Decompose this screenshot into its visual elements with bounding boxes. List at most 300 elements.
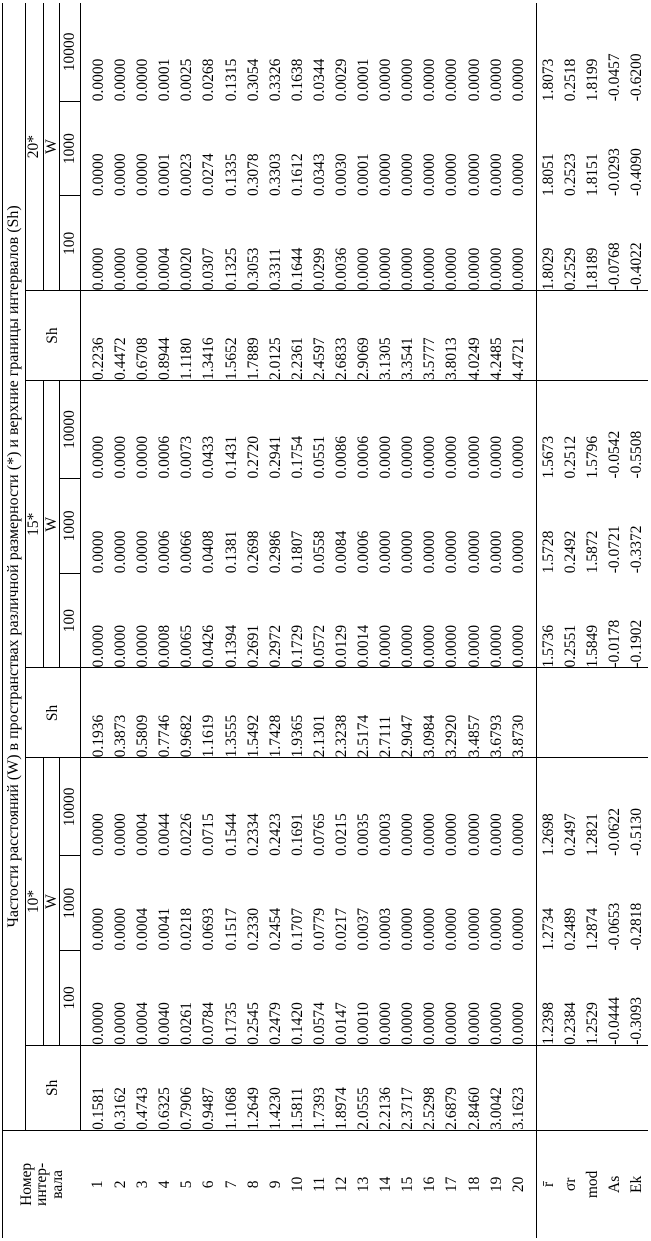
interval-number: 7 — [220, 1130, 242, 1238]
w-value-20-100: 0.0000 — [443, 247, 461, 291]
interval-number: 4 — [154, 1130, 176, 1238]
sh-value-20: 0.4472 — [110, 291, 132, 381]
w-value-15-10000: 0.0000 — [110, 381, 132, 479]
stat-value-15-100: -0.1902 — [628, 619, 646, 668]
w-value-20-1000: 0.0000 — [509, 153, 527, 196]
sh-value-15: 0.7746 — [154, 668, 176, 758]
w-value-15-1000: 0.0000 — [421, 530, 439, 574]
w-value-10-1000: 0.0037 — [355, 907, 373, 951]
stat-sh-empty — [537, 291, 560, 381]
stats-row — [537, 3, 560, 1238]
w-value-20-1000: 0.0000 — [112, 153, 130, 196]
stat-sh-empty — [537, 668, 560, 758]
w-value-20-1000: 0.0000 — [377, 153, 395, 196]
row-header-cell — [3, 1130, 81, 1238]
w-value-10-100: 0.2545 — [244, 1002, 262, 1045]
table-row — [287, 3, 309, 1238]
w-value-10-1000: 0.0003 — [377, 907, 395, 951]
stat-value-20-1000: 1.8151 — [583, 153, 601, 196]
sh-value-15: 2.3238 — [331, 668, 353, 758]
stat-sh-empty — [604, 291, 626, 381]
stat-label: mod — [581, 1130, 603, 1238]
w-value-10-100: 0.0261 — [178, 1002, 196, 1045]
w-value-15-10000: 0.0006 — [353, 381, 375, 479]
w-value-10-10000: 0.0003 — [375, 758, 397, 856]
sh-value-15: 1.1619 — [198, 668, 220, 758]
w-value-10-10000: 0.0715 — [198, 758, 220, 856]
interval-number: 18 — [463, 1130, 485, 1238]
w-value-20-1000: 0.3078 — [244, 153, 262, 196]
stat-value-10-1000: -0.0653 — [605, 902, 623, 951]
stat-label: σr — [559, 1130, 581, 1238]
interval-number: 17 — [441, 1130, 463, 1238]
w-value-20-1000: 0.0343 — [310, 153, 328, 196]
sh-value-20: 3.1305 — [375, 291, 397, 381]
w-value-10-1000: 0.0000 — [112, 907, 130, 951]
w-value-20-1000: 0.0274 — [200, 153, 218, 196]
w-value-15-1000: 0.0000 — [443, 530, 461, 574]
sh-value-20: 2.9069 — [353, 291, 375, 381]
w-value-20-100: 0.0000 — [134, 247, 152, 291]
w-value-10-10000: 0.0000 — [463, 758, 485, 856]
w-value-15-1000: 0.0000 — [377, 530, 395, 574]
w-value-15-100: 0.0000 — [112, 624, 130, 668]
sh-value-15: 0.5809 — [132, 668, 154, 758]
stat-sh-empty — [581, 291, 603, 381]
w-value-20-100: 0.0000 — [355, 247, 373, 291]
w-value-15-1000: 0.0066 — [178, 530, 196, 574]
sh-value-10: 1.2649 — [242, 1045, 264, 1130]
w-value-10-100: 0.0000 — [112, 1002, 130, 1045]
w-value-15-10000: 0.0000 — [81, 381, 110, 479]
w-value-15-100: 0.0000 — [509, 624, 527, 668]
w-value-20-10000: 0.3326 — [266, 58, 284, 102]
sh-value-10: 2.0555 — [353, 1045, 375, 1130]
w-value-15-100: 0.1729 — [288, 624, 306, 668]
w-value-15-1000: 0.0000 — [509, 530, 527, 574]
w-value-20-100: 0.0299 — [310, 247, 328, 291]
w-value-10-1000: 0.0000 — [421, 907, 439, 951]
w-value-10-10000: 0.1691 — [287, 758, 309, 856]
stat-value-15-1000: -0.3372 — [628, 525, 646, 574]
w-value-10-1000: 0.0217 — [333, 907, 351, 951]
sh-value-15: 2.5174 — [353, 668, 375, 758]
stat-value-15-10000: 1.5796 — [581, 381, 603, 479]
w-value-10-100: 0.1735 — [222, 1002, 240, 1045]
w-value-15-100: 0.0000 — [487, 624, 505, 668]
sh-value-15: 2.1301 — [309, 668, 331, 758]
col-header-15-1000: 1000 — [60, 479, 81, 574]
group-label-10-text: 10* — [25, 889, 42, 914]
w-value-20-100: 0.0000 — [487, 247, 505, 291]
w-value-15-100: 0.2972 — [266, 624, 284, 668]
w-value-15-10000: 0.0000 — [463, 381, 485, 479]
sh-value-15: 2.9047 — [397, 668, 419, 758]
w-value-10-1000: 0.0041 — [156, 907, 174, 951]
w-value-10-100: 0.0000 — [377, 1002, 395, 1045]
w-value-10-10000: 0.0000 — [507, 758, 529, 856]
sh-value-15: 0.3873 — [110, 668, 132, 758]
w-value-20-100: 0.0307 — [200, 247, 218, 291]
sh-value-20: 3.3541 — [397, 291, 419, 381]
stat-value-10-10000: 0.2497 — [559, 758, 581, 856]
w-value-20-1000: 0.0000 — [89, 153, 107, 196]
col-header-10-1000: 1000 — [60, 856, 81, 951]
stat-value-15-10000: -0.5508 — [626, 381, 648, 479]
sh-value-20: 1.3416 — [198, 291, 220, 381]
w-value-20-1000: 0.0000 — [421, 153, 439, 196]
table-row — [132, 3, 154, 1238]
w-value-15-100: 0.0000 — [443, 624, 461, 668]
w-value-20-100: 0.0036 — [333, 247, 351, 291]
w-value-15-10000: 0.0000 — [375, 381, 397, 479]
w-value-20-10000: 0.0029 — [333, 58, 351, 102]
stat-value-15-100: 0.2551 — [561, 624, 579, 668]
interval-number: 16 — [419, 1130, 441, 1238]
stats-row — [604, 3, 626, 1238]
w-value-20-10000: 0.0000 — [377, 58, 395, 102]
interval-number: 5 — [176, 1130, 198, 1238]
w-value-10-100: 0.0000 — [509, 1002, 527, 1045]
w-value-15-10000: 0.0000 — [441, 381, 463, 479]
w-value-15-1000: 0.0558 — [310, 530, 328, 574]
w-value-20-10000: 0.0344 — [310, 58, 328, 102]
sh-value-15: 0.9682 — [176, 668, 198, 758]
stat-sh-empty — [626, 291, 648, 381]
w-value-20-10000: 0.0000 — [112, 58, 130, 102]
w-value-20-10000: 0.0000 — [509, 58, 527, 102]
sh-value-15: 3.8730 — [507, 668, 529, 758]
group-label-10 — [26, 758, 60, 1045]
stat-sh-empty — [537, 1045, 560, 1130]
w-value-20-10000: 0.0000 — [89, 58, 107, 102]
sh-value-10: 0.4743 — [132, 1045, 154, 1130]
sh-value-15: 1.5492 — [242, 668, 264, 758]
w-value-10-1000: 0.0693 — [200, 907, 218, 951]
sh-value-10: 2.2136 — [375, 1045, 397, 1130]
w-value-20-1000: 0.0030 — [333, 153, 351, 196]
sh-value-10: 2.5298 — [419, 1045, 441, 1130]
w-value-20-100: 0.0004 — [156, 247, 174, 291]
w-value-15-1000: 0.0000 — [399, 530, 417, 574]
row-header-line-2: интер- — [33, 1162, 50, 1206]
sh-value-10: 1.8974 — [331, 1045, 353, 1130]
w-value-15-100: 0.0129 — [333, 624, 351, 668]
w-value-15-10000: 0.2720 — [242, 381, 264, 479]
w-value-10-100: 0.0040 — [156, 1002, 174, 1045]
sh-value-10: 0.9487 — [198, 1045, 220, 1130]
w-value-15-100: 0.0000 — [465, 624, 483, 668]
w-value-15-10000: 0.0000 — [132, 381, 154, 479]
table-row — [485, 3, 507, 1238]
w-value-10-1000: 0.0000 — [509, 907, 527, 951]
w-value-20-1000: 0.3303 — [266, 153, 284, 196]
table-row — [419, 3, 441, 1238]
w-value-20-10000: 0.1638 — [288, 58, 306, 102]
stat-value-10-100: 1.2529 — [583, 1002, 601, 1045]
sh-value-20: 4.2485 — [485, 291, 507, 381]
w-value-15-1000: 0.0000 — [134, 530, 152, 574]
sh-value-15: 1.7428 — [264, 668, 286, 758]
w-value-20-100: 0.0000 — [421, 247, 439, 291]
w-value-20-10000: 0.0000 — [487, 58, 505, 102]
stat-value-15-1000: -0.0721 — [605, 525, 623, 574]
sh-value-15: 3.2920 — [441, 668, 463, 758]
group-label-20 — [26, 3, 60, 291]
w-value-15-100: 0.0000 — [134, 624, 152, 668]
w-value-10-1000: 0.0218 — [178, 907, 196, 951]
w-value-15-100: 0.2691 — [244, 624, 262, 668]
w-value-20-1000: 0.0000 — [487, 153, 505, 196]
row-header-line-1: Номер — [17, 1162, 35, 1206]
stat-sh-empty — [581, 1045, 603, 1130]
w-value-15-1000: 0.1381 — [222, 530, 240, 574]
stat-value-15-10000: 0.2512 — [559, 381, 581, 479]
w-value-20-100: 0.0020 — [178, 247, 196, 291]
w-value-20-1000: 0.1335 — [222, 153, 240, 196]
stats-row — [626, 3, 648, 1238]
stat-sh-empty — [626, 1045, 648, 1130]
w-value-15-100: 0.0572 — [310, 624, 328, 668]
table-row — [463, 3, 485, 1238]
sh-value-20: 1.5652 — [220, 291, 242, 381]
w-value-15-1000: 0.0000 — [89, 530, 107, 574]
w-value-15-1000: 0.0084 — [333, 530, 351, 574]
w-value-10-10000: 0.0000 — [81, 758, 110, 856]
w-value-10-100: 0.0004 — [134, 1002, 152, 1045]
stat-value-20-100: 1.8029 — [539, 247, 557, 291]
sh-header-10: Sh — [26, 1045, 81, 1130]
w-value-15-100: 0.0000 — [89, 624, 107, 668]
w-value-20-1000: 0.0001 — [355, 153, 373, 196]
w-value-15-1000: 0.2698 — [244, 530, 262, 574]
header-row-groups — [26, 3, 60, 1238]
w-value-15-100: 0.0008 — [156, 624, 174, 668]
stat-value-20-1000: 1.8051 — [539, 153, 557, 196]
stat-value-20-1000: 0.2523 — [561, 153, 579, 196]
w-value-20-100: 0.0000 — [509, 247, 527, 291]
table-row — [220, 3, 242, 1238]
w-value-10-100: 0.0574 — [310, 1002, 328, 1045]
w-value-10-100: 0.0000 — [421, 1002, 439, 1045]
col-header-10-100: 100 — [60, 951, 81, 1046]
table-row — [375, 3, 397, 1238]
stat-value-10-10000: 1.2698 — [537, 758, 560, 856]
sh-value-15: 3.4857 — [463, 668, 485, 758]
table-row — [242, 3, 264, 1238]
w-value-20-10000: 0.0001 — [355, 58, 373, 102]
w-value-10-1000: 0.0000 — [399, 907, 417, 951]
col-header-20-1000: 1000 — [60, 101, 81, 196]
sh-header-15: Sh — [26, 668, 81, 758]
table-row — [309, 3, 331, 1238]
stat-value-10-1000: -0.2818 — [628, 902, 646, 951]
sh-value-10: 1.4230 — [264, 1045, 286, 1130]
w-value-10-100: 0.0000 — [465, 1002, 483, 1045]
w-value-20-100: 0.0000 — [465, 247, 483, 291]
w-value-20-10000: 0.0000 — [399, 58, 417, 102]
w-value-20-100: 0.1325 — [222, 247, 240, 291]
w-value-20-10000: 0.0268 — [200, 58, 218, 102]
sh-value-20: 2.2361 — [287, 291, 309, 381]
w-value-10-100: 0.0147 — [333, 1002, 351, 1045]
w-value-10-100: 0.2479 — [266, 1002, 284, 1045]
sh-value-20: 2.4597 — [309, 291, 331, 381]
sh-value-10: 1.7393 — [309, 1045, 331, 1130]
interval-number: 13 — [353, 1130, 375, 1238]
sh-value-20: 4.0249 — [463, 291, 485, 381]
w-value-15-1000: 0.0408 — [200, 530, 218, 574]
table-row — [441, 3, 463, 1238]
table-title: Частости расстояний (W) в пространствах различной размерности (*) и верхние границы интервалов (Sh) — [3, 3, 26, 1130]
w-value-10-10000: 0.0000 — [419, 758, 441, 856]
w-value-15-10000: 0.0006 — [154, 381, 176, 479]
group-label-15 — [26, 381, 60, 668]
stat-sh-empty — [559, 1045, 581, 1130]
w-value-10-10000: 0.0765 — [309, 758, 331, 856]
sh-value-10: 0.1581 — [81, 1045, 110, 1130]
w-value-10-1000: 0.0000 — [443, 907, 461, 951]
stat-value-10-1000: 1.2734 — [539, 907, 557, 951]
w-value-10-100: 0.0010 — [355, 1002, 373, 1045]
w-value-20-10000: 0.0000 — [465, 58, 483, 102]
interval-number: 11 — [309, 1130, 331, 1238]
stats-row — [559, 3, 581, 1238]
w-value-15-10000: 0.0551 — [309, 381, 331, 479]
w-value-15-10000: 0.2941 — [264, 381, 286, 479]
w-value-15-100: 0.0000 — [421, 624, 439, 668]
stat-value-10-100: 0.2384 — [561, 1002, 579, 1045]
w-value-20-100: 0.0000 — [89, 247, 107, 291]
w-value-20-100: 0.3053 — [244, 247, 262, 291]
w-value-10-10000: 0.0000 — [441, 758, 463, 856]
w-value-15-1000: 0.1807 — [288, 530, 306, 574]
sh-value-20: 3.8013 — [441, 291, 463, 381]
w-value-20-100: 0.0000 — [112, 247, 130, 291]
sh-value-20: 3.5777 — [419, 291, 441, 381]
sh-value-15: 2.7111 — [375, 668, 397, 758]
table-row — [154, 3, 176, 1238]
w-value-20-1000: 0.0001 — [156, 153, 174, 196]
interval-number: 15 — [397, 1130, 419, 1238]
w-value-15-10000: 0.1754 — [287, 381, 309, 479]
w-value-15-10000: 0.0433 — [198, 381, 220, 479]
w-value-20-10000: 0.0001 — [156, 58, 174, 102]
sh-value-20: 4.4721 — [507, 291, 529, 381]
w-value-20-1000: 0.0000 — [134, 153, 152, 196]
stat-value-15-10000: 1.5673 — [537, 381, 560, 479]
sh-value-10: 3.1623 — [507, 1045, 529, 1130]
stat-value-20-10000: 1.8199 — [583, 58, 601, 102]
table-body — [81, 3, 649, 1238]
w-value-15-100: 0.0000 — [377, 624, 395, 668]
sh-value-10: 1.5811 — [287, 1045, 309, 1130]
w-value-15-1000: 0.0000 — [465, 530, 483, 574]
sh-value-15: 3.0984 — [419, 668, 441, 758]
w-value-20-1000: 0.0000 — [399, 153, 417, 196]
stat-value-15-100: 1.5736 — [539, 624, 557, 668]
w-value-10-10000: 0.0044 — [154, 758, 176, 856]
w-value-10-100: 0.0784 — [200, 1002, 218, 1045]
stats-row — [581, 3, 603, 1238]
interval-number: 10 — [287, 1130, 309, 1238]
stat-value-10-10000: 1.2821 — [581, 758, 603, 856]
table-row — [264, 3, 286, 1238]
w-value-10-1000: 0.1707 — [288, 907, 306, 951]
stat-value-15-1000: 1.5872 — [583, 530, 601, 574]
interval-number: 1 — [81, 1130, 110, 1238]
stat-value-20-10000: -0.6200 — [628, 53, 646, 102]
stat-sh-empty — [604, 668, 626, 758]
w-value-15-10000: 0.1431 — [220, 381, 242, 479]
stat-label: As — [604, 1130, 626, 1238]
w-value-10-100: 0.0000 — [443, 1002, 461, 1045]
interval-number: 14 — [375, 1130, 397, 1238]
interval-number: 3 — [132, 1130, 154, 1238]
w-header-15: W — [42, 516, 60, 532]
stat-value-15-1000: 1.5728 — [539, 530, 557, 574]
sh-value-15: 1.9365 — [287, 668, 309, 758]
w-value-20-100: 0.1644 — [288, 247, 306, 291]
interval-number: 19 — [485, 1130, 507, 1238]
stat-value-15-1000: 0.2492 — [561, 530, 579, 574]
stat-sh-empty — [559, 291, 581, 381]
group-label-15-text: 15* — [25, 512, 42, 536]
w-value-15-10000: 0.0086 — [331, 381, 353, 479]
row-header-line-3: вала — [48, 1169, 66, 1199]
sh-value-15: 1.3555 — [220, 668, 242, 758]
w-value-20-100: 0.3311 — [266, 248, 284, 291]
w-value-10-100: 0.0000 — [487, 1002, 505, 1045]
stat-sh-empty — [581, 668, 603, 758]
w-value-10-10000: 0.0000 — [485, 758, 507, 856]
sh-value-20: 0.8944 — [154, 291, 176, 381]
w-value-20-1000: 0.1612 — [288, 153, 306, 196]
stat-value-10-1000: 1.2874 — [583, 907, 601, 951]
sh-value-20: 0.2236 — [81, 291, 110, 381]
stat-sh-empty — [626, 668, 648, 758]
stat-value-20-10000: 0.2518 — [561, 58, 579, 102]
w-value-15-1000: 0.0000 — [487, 530, 505, 574]
stat-value-10-10000: -0.0622 — [604, 758, 626, 856]
w-value-15-100: 0.0000 — [399, 624, 417, 668]
stat-value-10-100: -0.3093 — [628, 996, 646, 1045]
interval-number: 6 — [198, 1130, 220, 1238]
w-value-10-10000: 0.1544 — [220, 758, 242, 856]
sh-value-20: 2.0125 — [264, 291, 286, 381]
stat-sh-empty — [604, 1045, 626, 1130]
sh-value-20: 1.1180 — [176, 291, 198, 381]
w-value-20-10000: 0.1315 — [222, 58, 240, 102]
sh-value-10: 2.6879 — [441, 1045, 463, 1130]
col-header-20-100: 100 — [60, 196, 81, 291]
stat-value-10-100: -0.0444 — [605, 996, 623, 1045]
stat-value-20-100: 0.2529 — [561, 247, 579, 291]
sh-value-10: 0.6325 — [154, 1045, 176, 1130]
sh-value-10: 0.3162 — [110, 1045, 132, 1130]
w-value-15-10000: 0.0073 — [176, 381, 198, 479]
w-value-10-1000: 0.1517 — [222, 907, 240, 951]
stat-value-20-100: -0.0768 — [605, 242, 623, 291]
interval-number: 2 — [110, 1130, 132, 1238]
table-row — [176, 3, 198, 1238]
sh-value-10: 1.1068 — [220, 1045, 242, 1130]
stat-value-15-100: 1.5849 — [583, 624, 601, 668]
stat-value-10-1000: 0.2489 — [561, 907, 579, 951]
w-value-10-100: 0.0000 — [399, 1002, 417, 1045]
w-value-10-1000: 0.0000 — [89, 907, 107, 951]
stat-value-20-100: -0.4022 — [628, 242, 646, 291]
